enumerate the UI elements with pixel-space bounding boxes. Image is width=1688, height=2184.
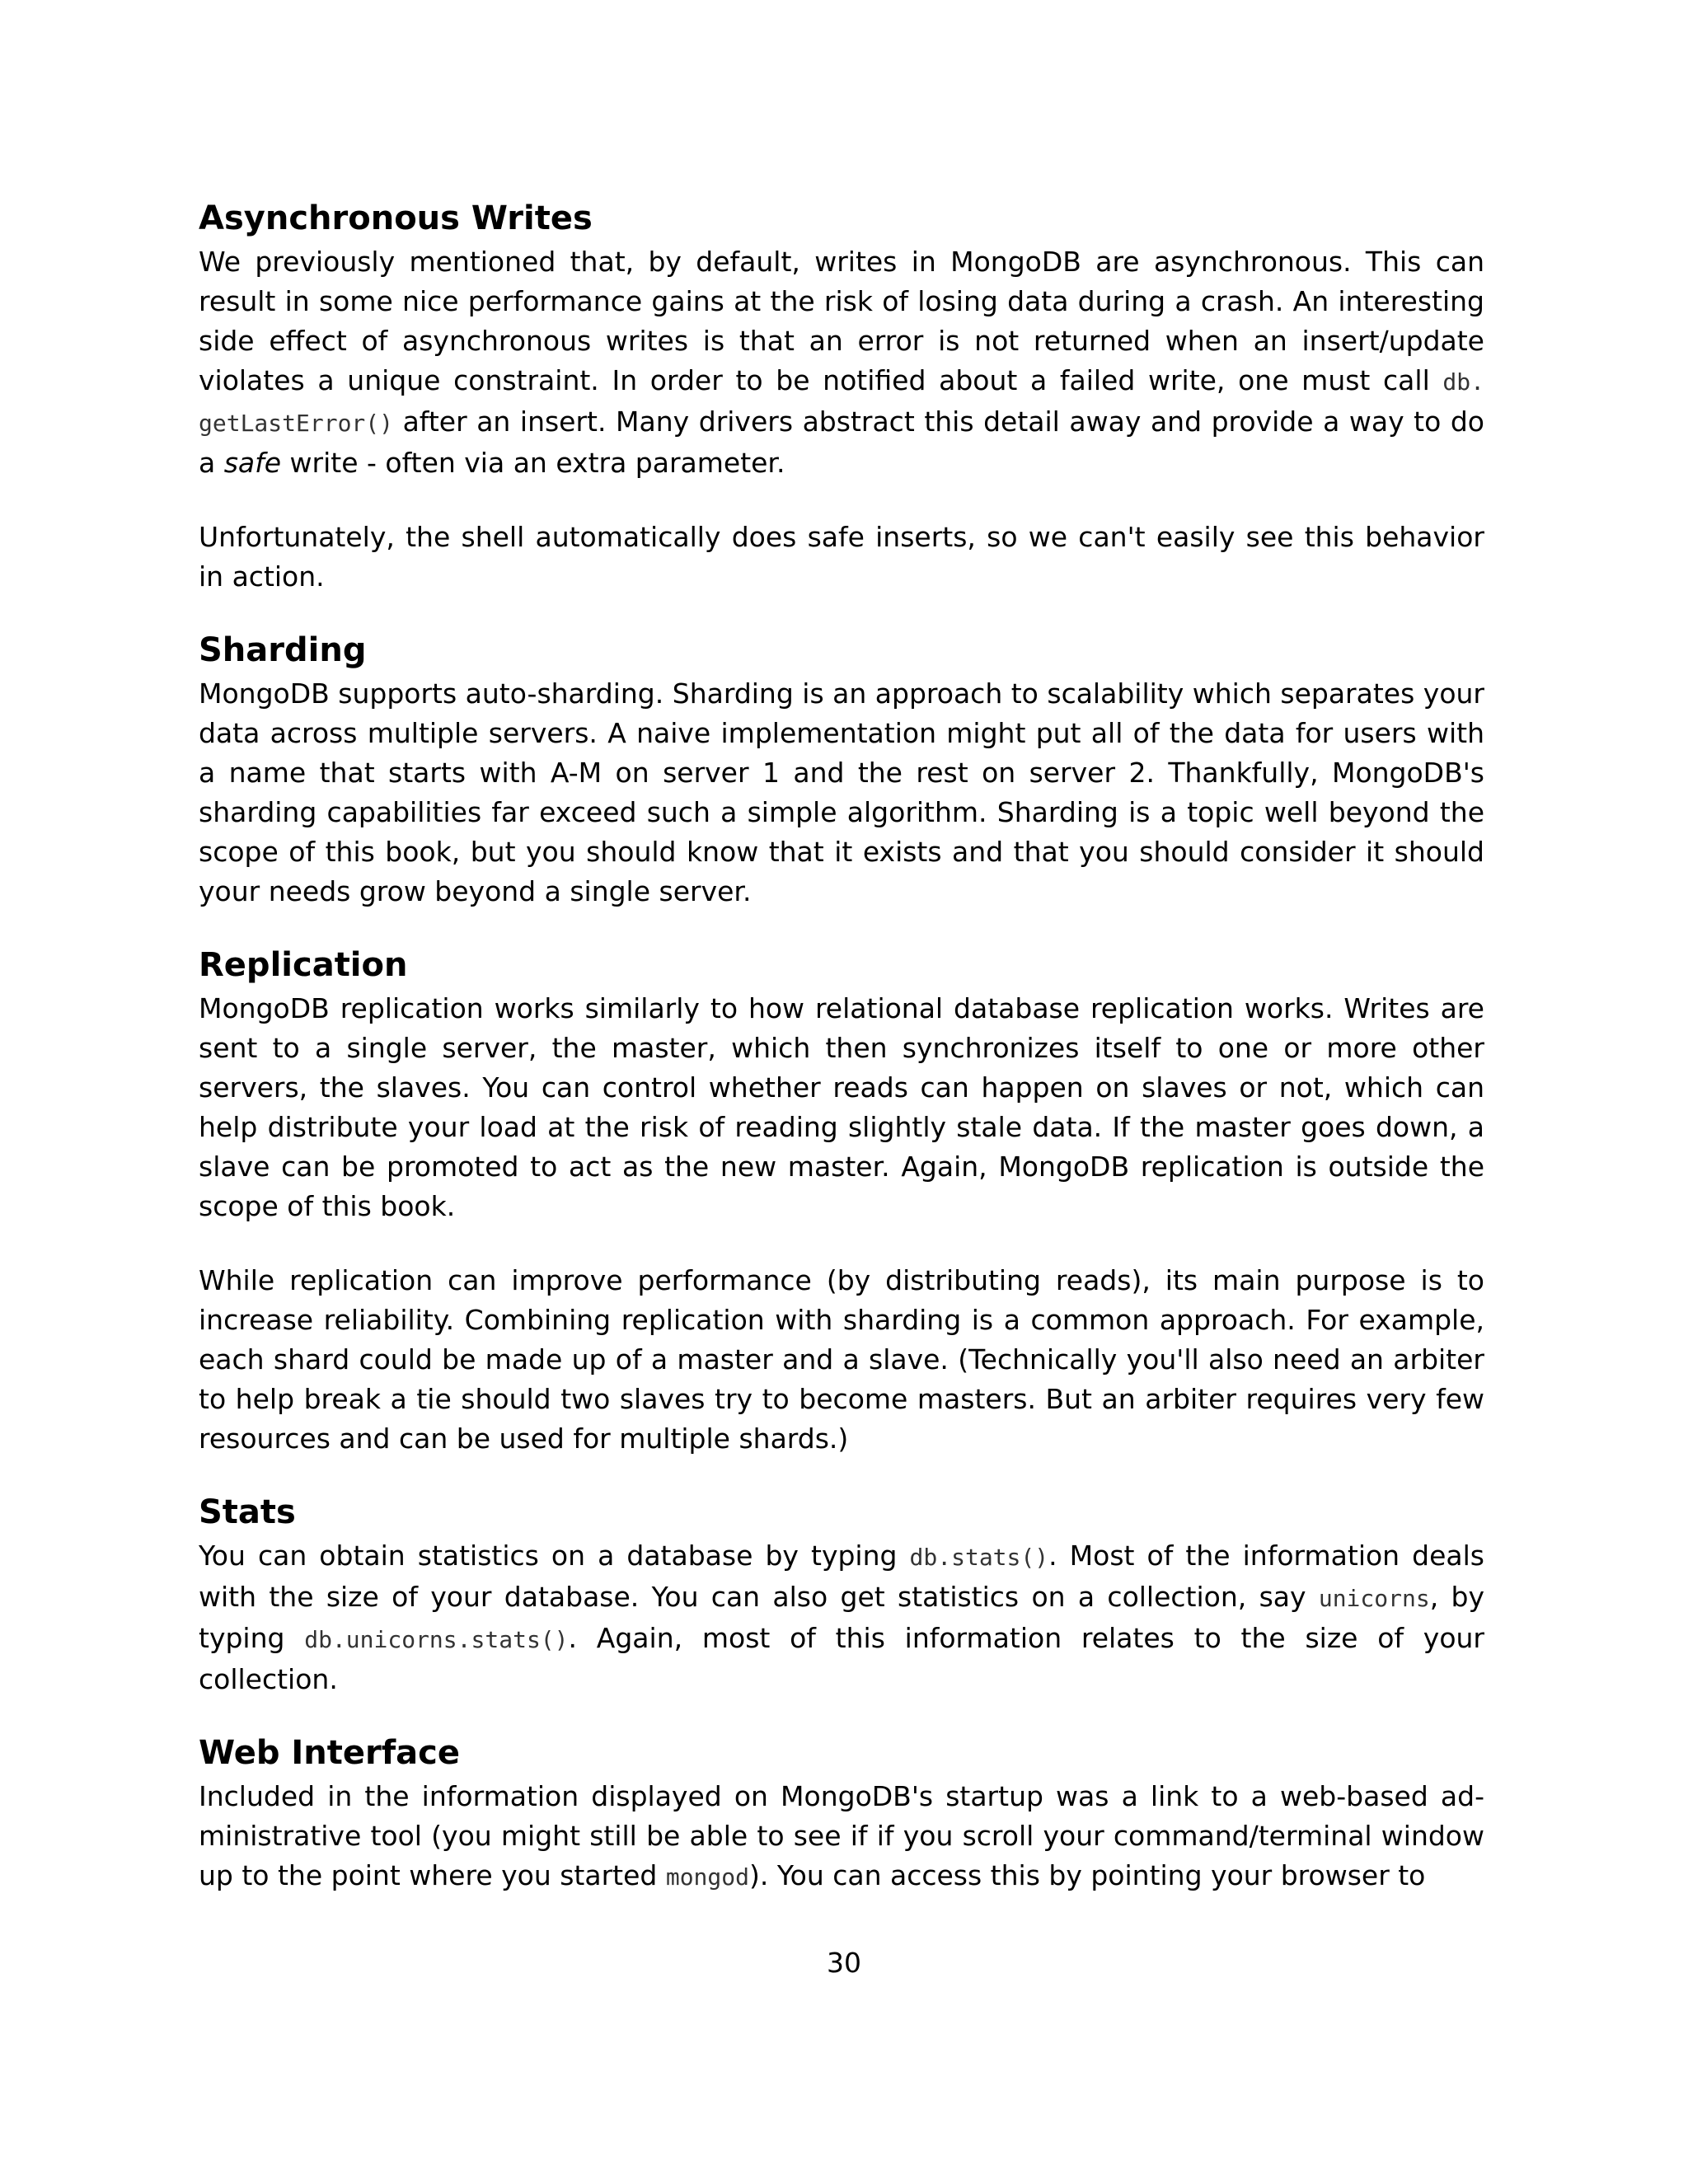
text-run: . Most of the information deals with the size of your database. You can also get statistics on a collection, say	[199, 1540, 1485, 1613]
page-number: 30	[827, 1947, 861, 1979]
paragraph: MongoDB supports auto-sharding. Sharding is an approach to scalability which separates your data across multiple servers. A naive implementation might put all of the data for users with a name that starts with A-M on server 1 and the rest on server 2. Thankfully, MongoDB's sharding capabilities far exceed such a simple algorithm. Sharding is a topic well beyond the scope of this book, but you should know that it exists and that you should consider it should your needs grow beyond a single server.	[199, 677, 1484, 907]
text-run: Included in the information displayed on MongoDB's startup was a link to a web-based administrative tool (you might still be able to see if if you scroll your command/terminal window up to the point where you started	[199, 1780, 1484, 1891]
text-run: ). You can access this by pointing your browser to	[749, 1859, 1426, 1891]
text-run: You can obtain statistics on a database by typing	[199, 1540, 910, 1572]
emphasis: safe	[223, 447, 282, 479]
section-heading: Web Interface	[199, 1734, 460, 1772]
paragraph: MongoDB replication works similarly to how relational database replication works. Writes are sent to a single server, the master, which then synchronizes itself to one or more other servers, the slaves. You can control whether reads can happen on slaves or not, which can help distribute your load at the risk of reading slightly stale data. If the master goes down, a slave can be promoted to act as the new master. Again, MongoDB replication is outside the scope of this book.	[199, 992, 1484, 1222]
section-stats	[199, 1488, 1484, 1699]
section-heading: Sharding	[199, 631, 367, 669]
inline-code: unicorns	[1318, 1585, 1430, 1612]
section-web-interface	[199, 1729, 1484, 1897]
paragraph: While replication can improve performance (by distributing reads), its main purpose is to increase reliability. Combining replication with sharding is a common approach. For example, each shard could be made up of a master and a slave. (Technically you'll also need an arbiter to help break a tie should two slaves try to become masters. But an arbiter requires very few resources and can be used for multiple shards.)	[199, 1264, 1484, 1455]
inline-code: getLastError()	[199, 410, 394, 437]
text-run: . Again, most of this information relates to the size of your collection.	[199, 1622, 1484, 1695]
section-heading: Replication	[199, 946, 408, 984]
paragraph: Unfortunately, the shell automatically does safe inserts, so we can't easily see this behavior in action.	[199, 521, 1484, 593]
text-run: write - often via an extra parameter.	[281, 447, 785, 479]
paragraph	[199, 1777, 1484, 1897]
section-heading: Asynchronous Writes	[199, 199, 593, 237]
paragraph	[199, 1536, 1484, 1699]
text-run: , by typing	[199, 1581, 1484, 1654]
section-replication	[199, 941, 1484, 1459]
inline-code: db.stats()	[909, 1544, 1049, 1571]
inline-code: db.	[1442, 368, 1484, 396]
paragraph	[199, 242, 1484, 483]
section-sharding	[199, 626, 1484, 912]
section-heading: Stats	[199, 1493, 296, 1531]
document-page	[199, 194, 1484, 1897]
inline-code: db.unicorns.stats()	[304, 1626, 569, 1653]
inline-code: mongod	[665, 1863, 749, 1891]
text-run: after an insert. Many drivers abstract this detail away and provide a way to do a	[199, 405, 1484, 479]
section-asynchronous-writes	[199, 194, 1484, 597]
text-run: We previously mentioned that, by default, writes in MongoDB are asynchronous. This can result in some nice performance gains at the risk of losing data during a crash. An interesting side effect of asynchronous writes is that an error is not returned when an insert/update violates a unique constraint. In order to be notified about a failed write, one must call	[199, 246, 1484, 396]
